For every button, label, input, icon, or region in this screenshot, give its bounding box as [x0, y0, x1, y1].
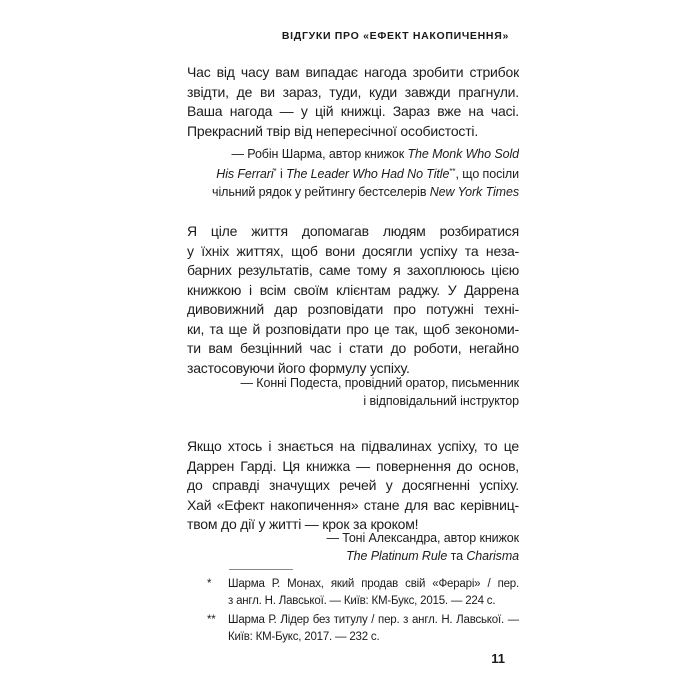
review-1-attribution: — Робін Шарма, автор книжок The Monk Who Sold His Ferrari* і The Leader Who Had No Title**, що посіли чільний рядок у рейтингу бестселерів New York Times — [212, 147, 519, 199]
page-number: 11 — [491, 651, 505, 666]
review-1-paragraph: Час від часу вам випадає нагода зробити стрибок звідти, де ви зараз, туди, куди завжди прагнули. Ваша нагода — у цій книжці. Зараз вже на часі. Прекрасний твір від непересічної особистості. — [187, 64, 519, 139]
footnote — [207, 612, 519, 646]
footnote-separator — [229, 569, 293, 570]
text-column — [187, 0, 519, 646]
footnote-text: Шарма Р. Лідер без титулу / пер. з англ. Н. Лавської. — Київ: КМ-Букс, 2017. — 232 с. — [228, 613, 519, 643]
footnote-marker: ** — [207, 613, 216, 626]
footnote-marker: * — [207, 577, 212, 590]
review-3-attribution: — Тоні Александра, автор книжок The Platinum Rule та Charisma — [326, 530, 519, 563]
footnote — [207, 576, 519, 610]
review-3-paragraph: Якщо хтось і знається на підвалинах успіху, то це Даррен Гарді. Ця книжка — повернення до основ, до справді значущих речей у досягненні успіху. Хай «Ефект накопичення» стане для вас керівниц- твом до дії у житті — крок за кроком! — [187, 438, 519, 532]
footnote-text: Шарма Р. Монах, який продав свій «Ферарі» / пер. з англ. Н. Лавської. — Київ: КМ-Букс, 2015. — 224 с. — [228, 577, 519, 607]
review-2-attribution: — Конні Подеста, провідний оратор, письменник і відповідальний інструктор — [240, 376, 519, 408]
running-header: ВІДГУКИ ПРО «ЕФЕКТ НАКОПИЧЕННЯ» — [281, 30, 509, 42]
review-2-paragraph: Я ціле життя допомагав людям розбиратися у їхніх життях, щоб вони досягли успіху та неза- барних результатів, саме тому я захоплююсь цією книжкою і всім своїм клієнтам раджу. У Даррена дивовижний дар розповідати про потужні техні- ки, та ще й розповідати про це так, щоб зекономи- ти вам безцінний час і стати до роботи, негайно застосовуючи його формулу успіху. — [187, 223, 519, 376]
